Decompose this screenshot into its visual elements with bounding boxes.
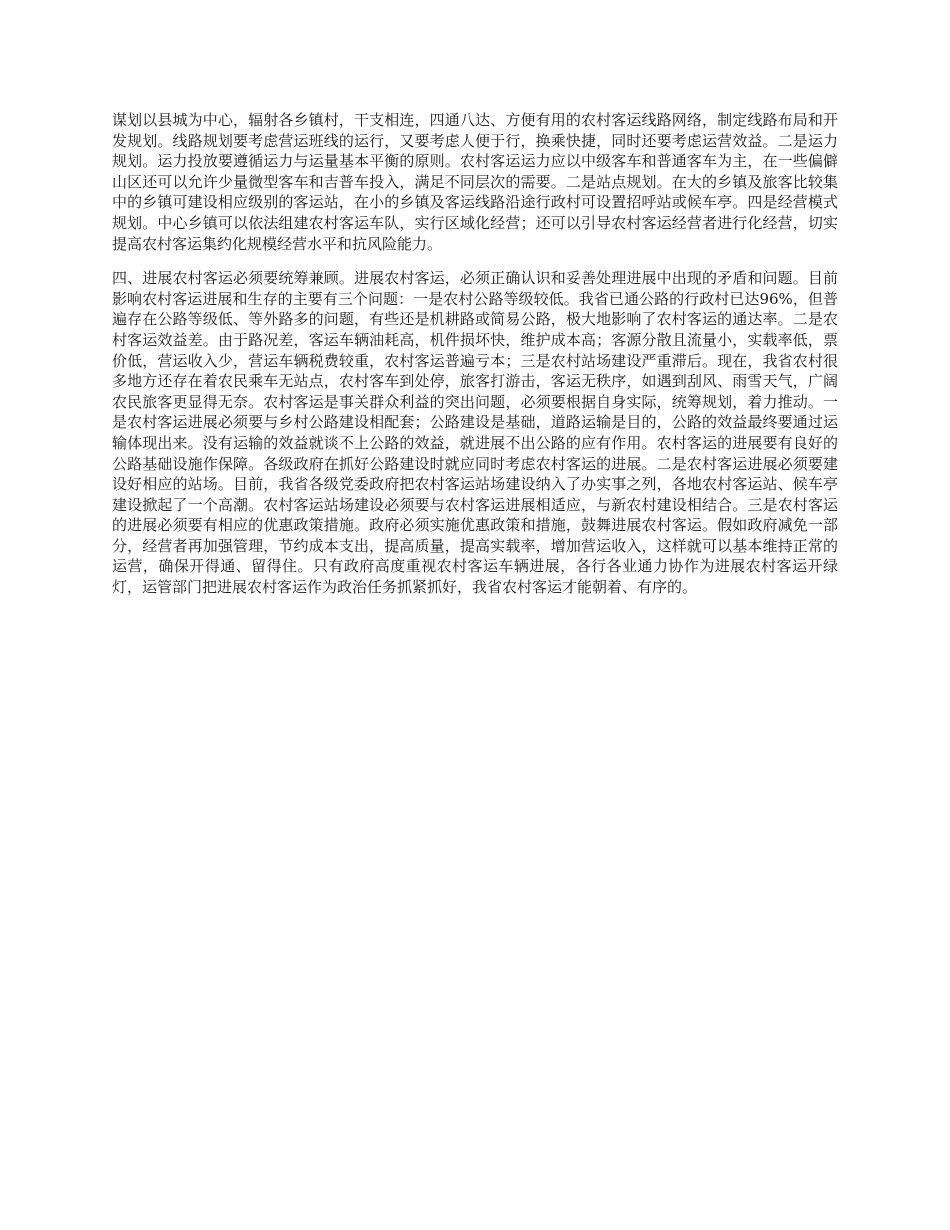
document-page (112, 110, 838, 612)
paragraph-1: 谋划以县城为中心，辐射各乡镇村，干支相连，四通八达、方便有用的农村客运线路网络，制定线路布局和开发规划。线路规划要考虑营运班线的运行，又要考虑人便于行，换乘快捷，同时还要考虑运营效益。二是运力规划。运力投放要遵循运力与运量基本平衡的原则。农村客运运力应以中级客车和普通客车为主，在一些偏僻山区还可以允许少量微型客车和吉普车投入，满足不同层次的需要。二是站点规划。在大的乡镇及旅客比较集中的乡镇可建设相应级别的客运站，在小的乡镇及客运线路沿途行政村可设置招呼站或候车亭。四是经营模式规划。中心乡镇可以依法组建农村客运车队，实行区域化经营；还可以引导农村客运经营者进行化经营，切实提高农村客运集约化规模经营水平和抗风险能力。 (112, 111, 838, 253)
paragraph-2: 四、进展农村客运必须要统筹兼顾。进展农村客运，必须正确认识和妥善处理进展中出现的矛盾和问题。目前影响农村客运进展和生存的主要有三个问题：一是农村公路等级较低。我省已通公路的行政村已达96%，但普遍存在公路等级低、等外路多的问题，有些还是机耕路或简易公路，极大地影响了农村客运的通达率。二是农村客运效益差。由于路况差，客运车辆油耗高，机件损坏快，维护成本高；客源分散且流量小，实载率低，票价低，营运收入少，营运车辆税费较重，农村客运普遍亏本；三是农村站场建设严重滞后。现在，我省农村很多地方还存在着农民乘车无站点，农村客车到处停，旅客打游击，客运无秩序，如遇到刮风、雨雪天气，广阔农民旅客更显得无奈。农村客运是事关群众利益的突出问题，必须要根据自身实际，统筹规划，着力推动。一是农村客运进展必须要与乡村公路建设相配套；公路建设是基础，道路运输是目的，公路的效益最终要通过运输体现出来。没有运输的效益就谈不上公路的效益，就进展不出公路的应有作用。农村客运的进展要有良好的公路基础设施作保障。各级政府在抓好公路建设时就应同时考虑农村客运的进展。二是农村客运进展必须要建设好相应的站场。目前，我省各级党委政府把农村客运站场建设纳入了办实事之列，各地农村客运站、候车亭建设掀起了一个高潮。农村客运站场建设必须要与农村客运进展相适应，与新农村建设相结合。三是农村客运的进展必须要有相应的优惠政策措施。政府必须实施优惠政策和措施，鼓舞进展农村客运。假如政府减免一部分，经营者再加强管理，节约成本支出，提高质量，提高实载率，增加营运收入，这样就可以基本维持正常的运营，确保开得通、留得住。只有政府高度重视农村客运车辆进展，各行各业通力协作为进展农村客运开绿灯，运管部门把进展农村客运作为政治任务抓紧抓好，我省农村客运才能朝着、有序的。 (112, 269, 838, 597)
